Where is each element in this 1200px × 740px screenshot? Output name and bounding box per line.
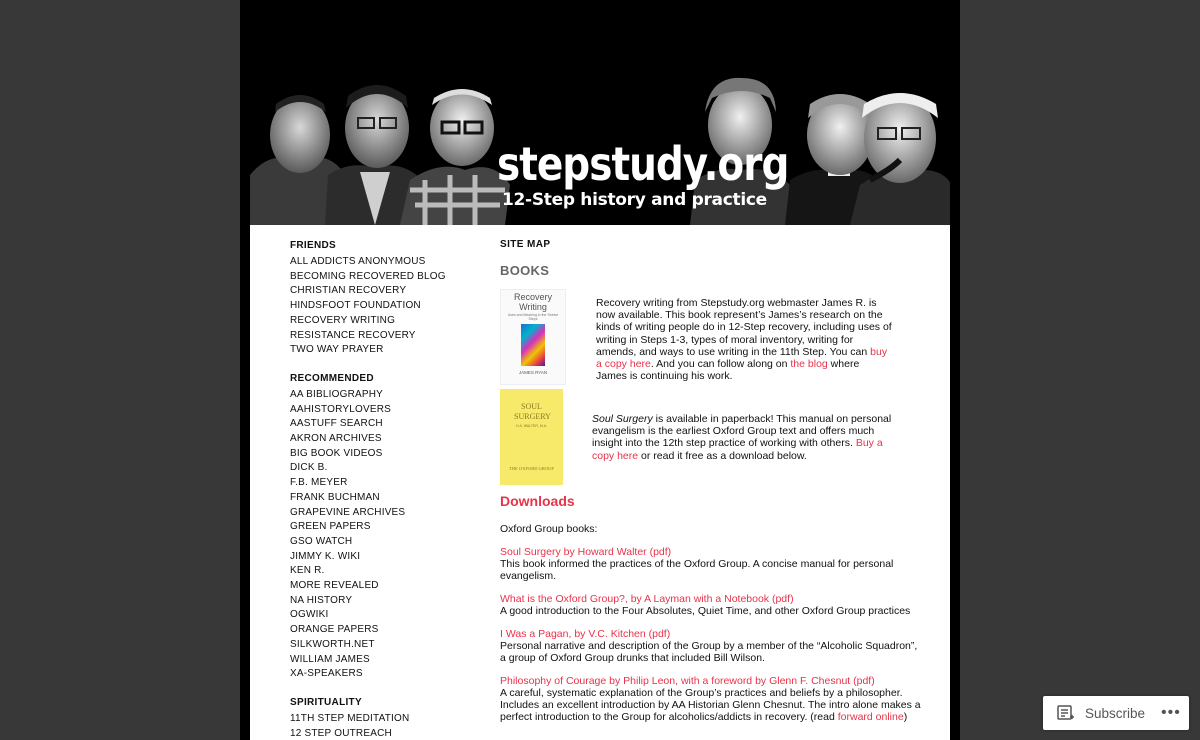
download-desc: A good introduction to the Four Absolutes, Quiet Time, and other Oxford Group practices	[500, 605, 911, 617]
subscribe-label: Subscribe	[1085, 705, 1146, 721]
book2-text: is available in paperback! This manual on personal evangelism is the earliest Oxford Group text and offers much insight into the 12th step practice of working with others.	[592, 413, 892, 450]
download-desc: A careful, systematic explanation of the Group’s practices and beliefs by a philosopher. Includes an excellent introduction by AA Historian Glenn Chesnut. The intro alone makes a perfect introduction to the Group for alcoholics/addicts in recovery. (read	[500, 687, 921, 723]
sidebar-link[interactable]: AAHISTORYLOVERS	[290, 403, 391, 415]
download-item	[500, 675, 925, 723]
site-tagline: 12-Step history and practice	[502, 190, 767, 210]
book2-text-after: or read it free as a download below.	[638, 449, 807, 462]
sidebar-link[interactable]: ORANGE PAPERS	[290, 624, 379, 636]
download-item	[500, 593, 925, 617]
download-desc-end: )	[903, 711, 908, 723]
download-link[interactable]: Philosophy of Courage by Philip Leon, with a foreword by Glenn F. Chesnut (pdf)	[500, 675, 875, 687]
buy-soul-surgery-link[interactable]: Buy a copy here	[592, 437, 883, 462]
sidebar-link[interactable]: 12 STEP OUTREACH	[290, 727, 392, 739]
sidebar-link[interactable]: BECOMING RECOVERED BLOG	[290, 270, 446, 282]
sidebar-link[interactable]: GREEN PAPERS	[290, 521, 371, 533]
sidebar-link[interactable]: AKRON ARCHIVES	[290, 433, 382, 445]
more-options-icon[interactable]: •••	[1161, 704, 1181, 721]
sidebar-link[interactable]: AASTUFF SEARCH	[290, 418, 383, 430]
book1-text: Recovery writing from Stepstudy.org webmaster James R. is now available. This book represent’s James’s research on the kinds of writing people do in 12-Step recovery, including uses of writing in Steps 1-3, types of moral inventory, writing for amends, and ways to use writing in the 11th Step. You can	[596, 297, 892, 358]
downloads-heading: Downloads	[500, 493, 575, 509]
oxford-group-intro: Oxford Group books:	[500, 523, 598, 535]
cover-subtitle: Uses and Meaning in the Twelve Steps	[507, 313, 559, 321]
sidebar-link[interactable]: DICK B.	[290, 462, 328, 474]
download-link[interactable]: What is the Oxford Group?, by A Layman with a Notebook (pdf)	[500, 593, 794, 605]
sidebar-link[interactable]: ALL ADDICTS ANONYMOUS	[290, 256, 426, 267]
friends-list	[290, 255, 480, 358]
site-map-link[interactable]: SITE MAP	[500, 239, 551, 250]
download-item	[500, 628, 925, 664]
book-soul-surgery-desc	[592, 413, 892, 462]
recommended-list	[290, 388, 480, 682]
sidebar-link[interactable]: FRANK BUCHMAN	[290, 491, 380, 503]
books-heading: BOOKS	[500, 263, 550, 278]
book-cover-soul-surgery[interactable]	[500, 389, 563, 485]
book1-text-middle: . And you can follow along on	[650, 358, 791, 371]
site-title[interactable]: stepstudy.org	[497, 138, 789, 192]
forward-online-link[interactable]: forward online	[837, 711, 904, 723]
book-recovery-writing	[500, 289, 925, 389]
blog-link[interactable]: the blog	[790, 358, 828, 371]
sidebar-link[interactable]: TWO WAY PRAYER	[290, 344, 384, 356]
cover-publisher: THE OXFORD GROUP	[509, 466, 554, 471]
sidebar-link[interactable]: RESISTANCE RECOVERY	[290, 329, 416, 341]
sidebar-link[interactable]: 11TH STEP MEDITATION	[290, 712, 410, 724]
sidebar-link[interactable]: MORE REVEALED	[290, 580, 379, 592]
sidebar-link[interactable]: GSO WATCH	[290, 535, 353, 547]
sidebar-heading-recommended: RECOMMENDED	[290, 372, 374, 384]
book1-text-after: where James is continuing his work.	[596, 358, 860, 383]
portrait-man-3	[400, 89, 510, 225]
subscribe-button[interactable]	[1043, 696, 1145, 730]
sidebar-link[interactable]: RECOVERY WRITING	[290, 314, 396, 326]
sidebar-link[interactable]: F.B. MEYER	[290, 477, 348, 489]
download-desc: Personal narrative and description of the Group by a member of the “Alcoholic Squadron”, a group of Oxford Group drunks that included Bill Wilson.	[500, 640, 918, 664]
sidebar-link[interactable]: BIG BOOK VIDEOS	[290, 447, 383, 459]
cover-title: Recovery Writing	[513, 292, 552, 312]
sidebar	[290, 239, 480, 740]
download-desc: This book informed the practices of the Oxford Group. A concise manual for personal evangelism.	[500, 558, 894, 582]
sidebar-link[interactable]: CHRISTIAN RECOVERY	[290, 285, 407, 297]
cover-author: JAMES RYAN	[518, 370, 548, 375]
download-link[interactable]: I Was a Pagan, by V.C. Kitchen (pdf)	[500, 628, 671, 640]
site-header[interactable]	[250, 0, 950, 225]
sidebar-link[interactable]: KEN R.	[290, 565, 325, 577]
spirituality-list	[290, 712, 480, 740]
subscribe-widget	[1043, 696, 1189, 730]
book-cover-recovery-writing[interactable]	[500, 289, 566, 385]
book-recovery-writing-desc	[596, 297, 892, 382]
sidebar-link[interactable]: NA HISTORY	[290, 594, 353, 606]
cover-title: SOUL SURGERY	[514, 402, 551, 421]
sidebar-link[interactable]: XA-SPEAKERS	[290, 668, 363, 680]
sidebar-link[interactable]: WILLIAM JAMES	[290, 653, 370, 665]
sidebar-link[interactable]: GRAPEVINE ARCHIVES	[290, 506, 406, 518]
cover-author: H.A. WALTER, M.A.	[515, 424, 548, 428]
sidebar-link[interactable]: JIMMY K. WIKI	[290, 550, 361, 562]
reader-icon	[1057, 705, 1075, 721]
book-soul-surgery	[500, 389, 925, 489]
sidebar-link[interactable]: OGWIKI	[290, 609, 329, 621]
download-link[interactable]: Soul Surgery by Howard Walter (pdf)	[500, 546, 672, 558]
buy-recovery-writing-link[interactable]: buy a copy here	[596, 345, 888, 371]
sidebar-link[interactable]: HINDSFOOT FOUNDATION	[290, 300, 421, 312]
sidebar-link[interactable]: AA BIBLIOGRAPHY	[290, 388, 384, 400]
sidebar-link[interactable]: SILKWORTH.NET	[290, 638, 375, 650]
cover-art	[521, 324, 545, 366]
main-content	[500, 239, 925, 723]
sidebar-heading-friends: FRIENDS	[290, 240, 336, 251]
soul-surgery-title: Soul Surgery	[592, 413, 653, 425]
content-area	[250, 225, 950, 740]
sidebar-heading-spirituality: SPIRITUALITY	[290, 696, 362, 708]
download-item	[500, 546, 925, 582]
page-wrapper	[240, 0, 960, 740]
